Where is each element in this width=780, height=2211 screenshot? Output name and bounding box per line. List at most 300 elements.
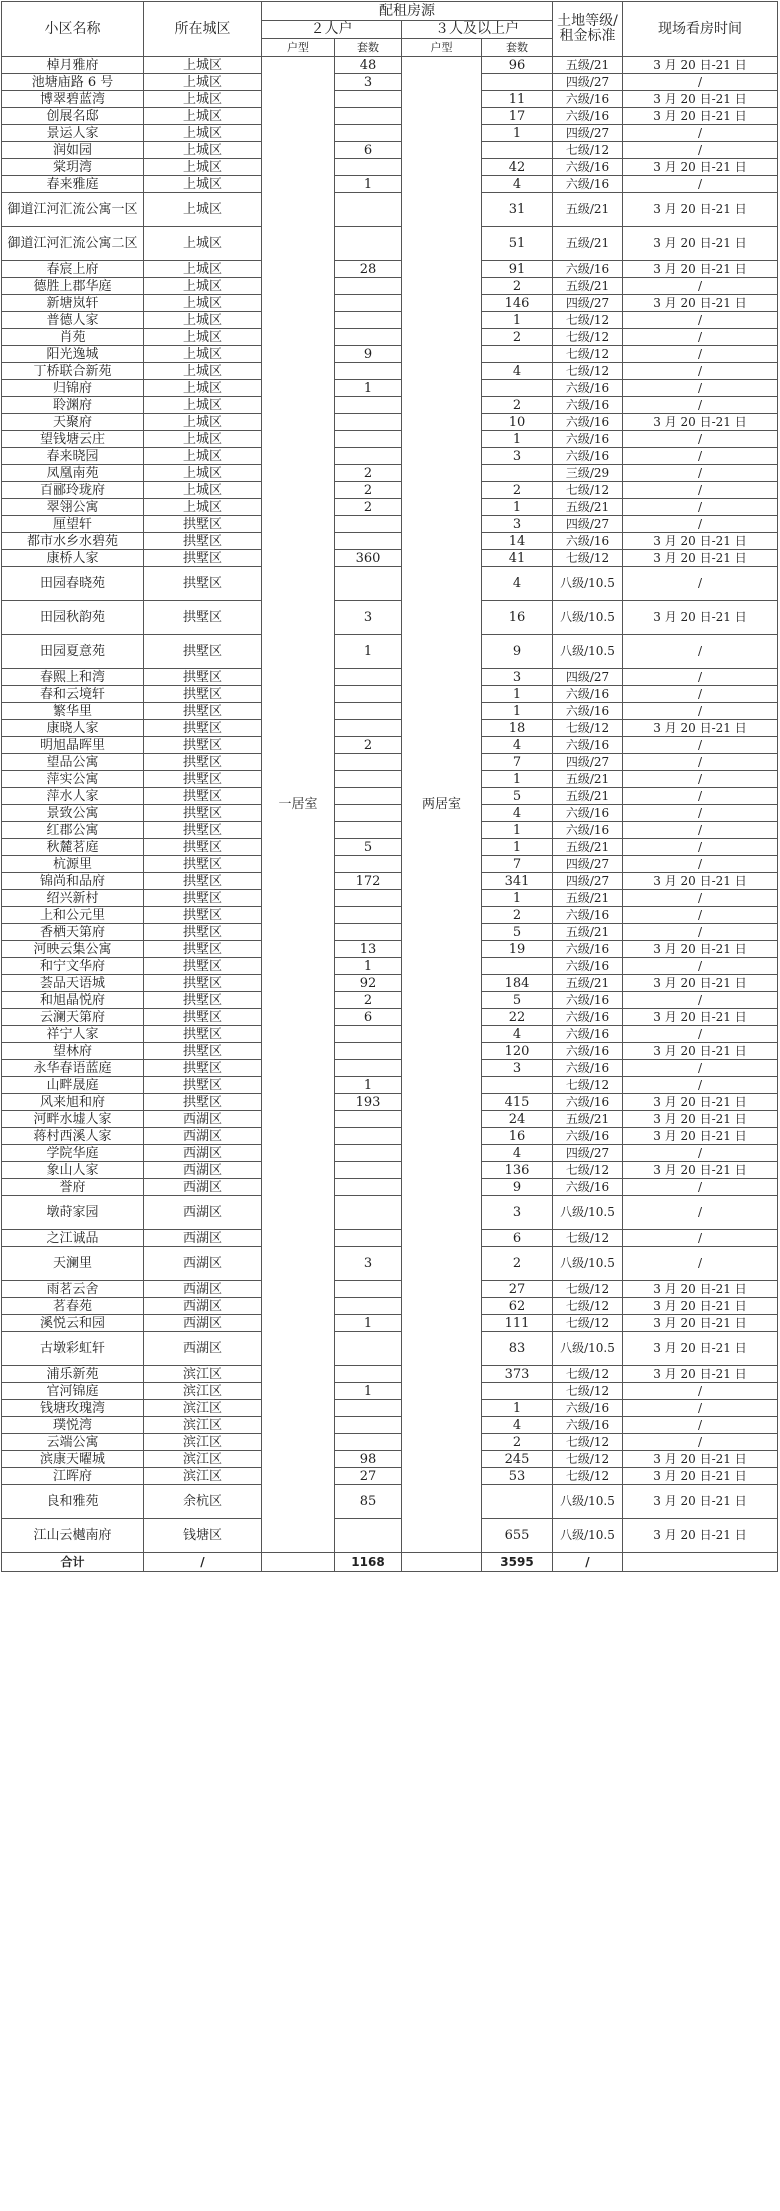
district-cell: 滨江区 bbox=[144, 1417, 262, 1434]
district-cell: 拱墅区 bbox=[144, 805, 262, 822]
viewing-time: 3 月 20 日-21 日 bbox=[623, 414, 778, 431]
table-row bbox=[2, 227, 778, 261]
viewing-time: / bbox=[623, 142, 778, 159]
district-cell: 滨江区 bbox=[144, 1383, 262, 1400]
viewing-time: / bbox=[623, 1400, 778, 1417]
land-level-rent: 八级/10.5 bbox=[553, 1332, 623, 1366]
count-three-person: 16 bbox=[482, 1128, 553, 1145]
district-cell: 拱墅区 bbox=[144, 737, 262, 754]
count-two-person bbox=[335, 1043, 402, 1060]
estate-name: 云端公寓 bbox=[2, 1434, 144, 1451]
estate-name: 良和雅苑 bbox=[2, 1485, 144, 1519]
viewing-time: / bbox=[623, 805, 778, 822]
district-cell: 拱墅区 bbox=[144, 1094, 262, 1111]
count-two-person bbox=[335, 771, 402, 788]
viewing-time: 3 月 20 日-21 日 bbox=[623, 550, 778, 567]
district-cell: 拱墅区 bbox=[144, 822, 262, 839]
viewing-time: / bbox=[623, 499, 778, 516]
count-three-person: 1 bbox=[482, 125, 553, 142]
count-three-person: 655 bbox=[482, 1519, 553, 1553]
viewing-time: / bbox=[623, 1230, 778, 1247]
table-row bbox=[2, 431, 778, 448]
count-two-person: 360 bbox=[335, 550, 402, 567]
land-level-rent: 七级/12 bbox=[553, 312, 623, 329]
estate-name: 肖苑 bbox=[2, 329, 144, 346]
land-level-rent: 五级/21 bbox=[553, 57, 623, 74]
estate-name: 官河锦庭 bbox=[2, 1383, 144, 1400]
viewing-time: 3 月 20 日-21 日 bbox=[623, 108, 778, 125]
table-row bbox=[2, 805, 778, 822]
viewing-time: / bbox=[623, 1179, 778, 1196]
count-two-person bbox=[335, 856, 402, 873]
count-two-person bbox=[335, 1179, 402, 1196]
count-three-person: 5 bbox=[482, 788, 553, 805]
count-two-person: 3 bbox=[335, 74, 402, 91]
land-level-rent: 七级/12 bbox=[553, 550, 623, 567]
estate-name: 春来晓园 bbox=[2, 448, 144, 465]
count-two-person bbox=[335, 1111, 402, 1128]
table-row bbox=[2, 975, 778, 992]
land-level-rent: 七级/12 bbox=[553, 1298, 623, 1315]
table-row bbox=[2, 669, 778, 686]
table-row bbox=[2, 448, 778, 465]
district-cell: 拱墅区 bbox=[144, 788, 262, 805]
table-row bbox=[2, 941, 778, 958]
table-row bbox=[2, 958, 778, 975]
estate-name: 田园春晓苑 bbox=[2, 567, 144, 601]
count-two-person bbox=[335, 669, 402, 686]
estate-name: 春来雅庭 bbox=[2, 176, 144, 193]
table-row bbox=[2, 1128, 778, 1145]
district-cell: 西湖区 bbox=[144, 1281, 262, 1298]
table-row bbox=[2, 737, 778, 754]
count-two-person: 48 bbox=[335, 57, 402, 74]
district-cell: 上城区 bbox=[144, 159, 262, 176]
district-cell: 上城区 bbox=[144, 380, 262, 397]
count-two-person bbox=[335, 1060, 402, 1077]
count-two-person bbox=[335, 329, 402, 346]
table-row bbox=[2, 278, 778, 295]
table-row bbox=[2, 533, 778, 550]
count-three-person: 3 bbox=[482, 448, 553, 465]
land-level-rent: 四级/27 bbox=[553, 125, 623, 142]
estate-name: 创展名邸 bbox=[2, 108, 144, 125]
land-level-rent: 七级/12 bbox=[553, 1230, 623, 1247]
viewing-time: 3 月 20 日-21 日 bbox=[623, 1043, 778, 1060]
viewing-time: / bbox=[623, 465, 778, 482]
count-two-person bbox=[335, 108, 402, 125]
district-cell: 西湖区 bbox=[144, 1332, 262, 1366]
estate-name: 云澜天第府 bbox=[2, 1009, 144, 1026]
count-three-person: 136 bbox=[482, 1162, 553, 1179]
count-two-person: 27 bbox=[335, 1468, 402, 1485]
table-row bbox=[2, 1145, 778, 1162]
land-level-rent: 五级/21 bbox=[553, 839, 623, 856]
viewing-time: 3 月 20 日-21 日 bbox=[623, 601, 778, 635]
count-three-person: 184 bbox=[482, 975, 553, 992]
count-three-person: 2 bbox=[482, 278, 553, 295]
district-cell: 滨江区 bbox=[144, 1468, 262, 1485]
count-three-person: 4 bbox=[482, 176, 553, 193]
count-two-person: 2 bbox=[335, 465, 402, 482]
table-row bbox=[2, 822, 778, 839]
table-row bbox=[2, 907, 778, 924]
count-three-person: 1 bbox=[482, 1400, 553, 1417]
land-level-rent: 八级/10.5 bbox=[553, 567, 623, 601]
header-count-three: 套数 bbox=[482, 39, 553, 57]
estate-name: 明旭晶晖里 bbox=[2, 737, 144, 754]
count-three-person: 9 bbox=[482, 1179, 553, 1196]
count-two-person bbox=[335, 567, 402, 601]
table-row bbox=[2, 1060, 778, 1077]
land-level-rent: 八级/10.5 bbox=[553, 635, 623, 669]
land-level-rent: 六级/16 bbox=[553, 380, 623, 397]
estate-name: 康晓人家 bbox=[2, 720, 144, 737]
district-cell: 拱墅区 bbox=[144, 1009, 262, 1026]
count-three-person: 6 bbox=[482, 1230, 553, 1247]
count-two-person: 1 bbox=[335, 380, 402, 397]
viewing-time: / bbox=[623, 125, 778, 142]
land-level-rent: 七级/12 bbox=[553, 1162, 623, 1179]
total-count-three: 3595 bbox=[482, 1553, 553, 1572]
count-three-person: 17 bbox=[482, 108, 553, 125]
district-cell: 拱墅区 bbox=[144, 754, 262, 771]
estate-name: 棠玥湾 bbox=[2, 159, 144, 176]
count-three-person: 24 bbox=[482, 1111, 553, 1128]
district-cell: 余杭区 bbox=[144, 1485, 262, 1519]
estate-name: 繁华里 bbox=[2, 703, 144, 720]
viewing-time: 3 月 20 日-21 日 bbox=[623, 975, 778, 992]
viewing-time: 3 月 20 日-21 日 bbox=[623, 295, 778, 312]
table-row bbox=[2, 635, 778, 669]
count-two-person bbox=[335, 1128, 402, 1145]
district-cell: 拱墅区 bbox=[144, 601, 262, 635]
count-three-person: 2 bbox=[482, 907, 553, 924]
table-row bbox=[2, 193, 778, 227]
count-three-person: 41 bbox=[482, 550, 553, 567]
land-level-rent: 六级/16 bbox=[553, 686, 623, 703]
viewing-time: / bbox=[623, 397, 778, 414]
count-two-person bbox=[335, 1400, 402, 1417]
estate-name: 学院华庭 bbox=[2, 1145, 144, 1162]
table-row bbox=[2, 1111, 778, 1128]
count-three-person: 415 bbox=[482, 1094, 553, 1111]
count-two-person: 2 bbox=[335, 499, 402, 516]
estate-name: 康桥人家 bbox=[2, 550, 144, 567]
count-three-person: 91 bbox=[482, 261, 553, 278]
estate-name: 和宁文华府 bbox=[2, 958, 144, 975]
land-level-rent: 六级/16 bbox=[553, 1043, 623, 1060]
land-level-rent: 六级/16 bbox=[553, 941, 623, 958]
viewing-time: / bbox=[623, 737, 778, 754]
land-level-rent: 六级/16 bbox=[553, 431, 623, 448]
district-cell: 滨江区 bbox=[144, 1434, 262, 1451]
estate-name: 博翠碧蓝湾 bbox=[2, 91, 144, 108]
count-two-person: 6 bbox=[335, 142, 402, 159]
viewing-time: / bbox=[623, 346, 778, 363]
land-level-rent: 六级/16 bbox=[553, 703, 623, 720]
table-row bbox=[2, 1043, 778, 1060]
count-three-person: 4 bbox=[482, 805, 553, 822]
district-cell: 上城区 bbox=[144, 193, 262, 227]
viewing-time: / bbox=[623, 1077, 778, 1094]
estate-name: 誉府 bbox=[2, 1179, 144, 1196]
land-level-rent: 六级/16 bbox=[553, 958, 623, 975]
table-row bbox=[2, 74, 778, 91]
viewing-time: / bbox=[623, 788, 778, 805]
district-cell: 拱墅区 bbox=[144, 941, 262, 958]
viewing-time: / bbox=[623, 754, 778, 771]
count-three-person bbox=[482, 958, 553, 975]
land-level-rent: 五级/21 bbox=[553, 924, 623, 941]
estate-name: 御道江河汇流公寓一区 bbox=[2, 193, 144, 227]
district-cell: 拱墅区 bbox=[144, 1060, 262, 1077]
count-three-person bbox=[482, 1383, 553, 1400]
table-row bbox=[2, 924, 778, 941]
district-cell: 拱墅区 bbox=[144, 686, 262, 703]
count-two-person bbox=[335, 1434, 402, 1451]
district-cell: 拱墅区 bbox=[144, 550, 262, 567]
count-two-person: 1 bbox=[335, 1315, 402, 1332]
land-level-rent: 八级/10.5 bbox=[553, 1485, 623, 1519]
viewing-time: 3 月 20 日-21 日 bbox=[623, 1519, 778, 1553]
count-two-person bbox=[335, 397, 402, 414]
count-two-person: 13 bbox=[335, 941, 402, 958]
count-three-person: 4 bbox=[482, 737, 553, 754]
count-three-person: 373 bbox=[482, 1366, 553, 1383]
district-cell: 滨江区 bbox=[144, 1366, 262, 1383]
count-three-person: 53 bbox=[482, 1468, 553, 1485]
table-row bbox=[2, 550, 778, 567]
table-row bbox=[2, 839, 778, 856]
count-two-person bbox=[335, 686, 402, 703]
estate-name: 荟品天语城 bbox=[2, 975, 144, 992]
table-row bbox=[2, 1298, 778, 1315]
count-two-person: 2 bbox=[335, 482, 402, 499]
estate-name: 德胜上郡华庭 bbox=[2, 278, 144, 295]
count-three-person: 341 bbox=[482, 873, 553, 890]
estate-name: 都市水乡水碧苑 bbox=[2, 533, 144, 550]
district-cell: 西湖区 bbox=[144, 1247, 262, 1281]
land-level-rent: 六级/16 bbox=[553, 397, 623, 414]
table-row bbox=[2, 992, 778, 1009]
table-row bbox=[2, 686, 778, 703]
estate-name: 茗春苑 bbox=[2, 1298, 144, 1315]
land-level-rent: 八级/10.5 bbox=[553, 601, 623, 635]
viewing-time: / bbox=[623, 1145, 778, 1162]
count-two-person bbox=[335, 805, 402, 822]
count-two-person bbox=[335, 720, 402, 737]
count-two-person bbox=[335, 363, 402, 380]
district-cell: 上城区 bbox=[144, 431, 262, 448]
estate-name: 普德人家 bbox=[2, 312, 144, 329]
table-row bbox=[2, 1400, 778, 1417]
estate-name: 绍兴新村 bbox=[2, 890, 144, 907]
viewing-time: / bbox=[623, 278, 778, 295]
land-level-rent: 六级/16 bbox=[553, 1026, 623, 1043]
district-cell: 西湖区 bbox=[144, 1230, 262, 1247]
total-land: / bbox=[553, 1553, 623, 1572]
district-cell: 上城区 bbox=[144, 91, 262, 108]
land-level-rent: 六级/16 bbox=[553, 414, 623, 431]
estate-name: 望钱塘云庄 bbox=[2, 431, 144, 448]
table-row bbox=[2, 1383, 778, 1400]
land-level-rent: 六级/16 bbox=[553, 1417, 623, 1434]
viewing-time: 3 月 20 日-21 日 bbox=[623, 1111, 778, 1128]
header-two-person: ２人户 bbox=[262, 21, 402, 39]
count-two-person: 28 bbox=[335, 261, 402, 278]
district-cell: 上城区 bbox=[144, 295, 262, 312]
count-three-person: 1 bbox=[482, 890, 553, 907]
viewing-time: 3 月 20 日-21 日 bbox=[623, 1128, 778, 1145]
count-three-person: 2 bbox=[482, 329, 553, 346]
viewing-time: / bbox=[623, 431, 778, 448]
table-row bbox=[2, 567, 778, 601]
viewing-time: / bbox=[623, 635, 778, 669]
count-two-person: 2 bbox=[335, 992, 402, 1009]
header-district: 所在城区 bbox=[144, 2, 262, 57]
land-level-rent: 六级/16 bbox=[553, 737, 623, 754]
table-row bbox=[2, 397, 778, 414]
count-three-person: 62 bbox=[482, 1298, 553, 1315]
land-level-rent: 七级/12 bbox=[553, 1451, 623, 1468]
count-three-person: 120 bbox=[482, 1043, 553, 1060]
estate-name: 风来旭和府 bbox=[2, 1094, 144, 1111]
land-level-rent: 五级/21 bbox=[553, 975, 623, 992]
viewing-time: 3 月 20 日-21 日 bbox=[623, 91, 778, 108]
count-two-person bbox=[335, 1281, 402, 1298]
estate-name: 天澜里 bbox=[2, 1247, 144, 1281]
district-cell: 西湖区 bbox=[144, 1298, 262, 1315]
table-row bbox=[2, 1196, 778, 1230]
viewing-time: / bbox=[623, 1383, 778, 1400]
viewing-time: 3 月 20 日-21 日 bbox=[623, 1298, 778, 1315]
count-three-person: 7 bbox=[482, 856, 553, 873]
district-cell: 上城区 bbox=[144, 261, 262, 278]
district-cell: 拱墅区 bbox=[144, 924, 262, 941]
land-level-rent: 六级/16 bbox=[553, 992, 623, 1009]
header-land: 土地等级/租金标准 bbox=[553, 2, 623, 57]
count-three-person: 83 bbox=[482, 1332, 553, 1366]
estate-name: 阳光逸城 bbox=[2, 346, 144, 363]
count-two-person bbox=[335, 91, 402, 108]
district-cell: 拱墅区 bbox=[144, 1043, 262, 1060]
header-type-two: 户型 bbox=[262, 39, 335, 57]
land-level-rent: 四级/27 bbox=[553, 295, 623, 312]
count-three-person: 16 bbox=[482, 601, 553, 635]
count-two-person bbox=[335, 924, 402, 941]
count-three-person: 3 bbox=[482, 1196, 553, 1230]
land-level-rent: 五级/21 bbox=[553, 278, 623, 295]
land-level-rent: 七级/12 bbox=[553, 1383, 623, 1400]
estate-name: 秋麓茗庭 bbox=[2, 839, 144, 856]
table-row bbox=[2, 601, 778, 635]
district-cell: 西湖区 bbox=[144, 1196, 262, 1230]
count-two-person bbox=[335, 1332, 402, 1366]
land-level-rent: 七级/12 bbox=[553, 1366, 623, 1383]
land-level-rent: 六级/16 bbox=[553, 1128, 623, 1145]
table-row bbox=[2, 414, 778, 431]
district-cell: 拱墅区 bbox=[144, 992, 262, 1009]
count-three-person bbox=[482, 1485, 553, 1519]
viewing-time: 3 月 20 日-21 日 bbox=[623, 159, 778, 176]
estate-name: 新塘岚轩 bbox=[2, 295, 144, 312]
count-three-person: 27 bbox=[482, 1281, 553, 1298]
viewing-time: / bbox=[623, 380, 778, 397]
land-level-rent: 六级/16 bbox=[553, 91, 623, 108]
district-cell: 上城区 bbox=[144, 465, 262, 482]
district-cell: 上城区 bbox=[144, 397, 262, 414]
district-cell: 滨江区 bbox=[144, 1451, 262, 1468]
count-three-person: 4 bbox=[482, 363, 553, 380]
district-cell: 拱墅区 bbox=[144, 1077, 262, 1094]
table-row bbox=[2, 1519, 778, 1553]
table-row bbox=[2, 1247, 778, 1281]
unit-type-three-person: 两居室 bbox=[402, 57, 482, 1553]
estate-name: 钱塘玫瑰湾 bbox=[2, 1400, 144, 1417]
count-three-person: 51 bbox=[482, 227, 553, 261]
count-two-person bbox=[335, 193, 402, 227]
header-count-two: 套数 bbox=[335, 39, 402, 57]
count-three-person: 2 bbox=[482, 482, 553, 499]
estate-name: 萍水人家 bbox=[2, 788, 144, 805]
count-three-person: 1 bbox=[482, 431, 553, 448]
count-two-person: 3 bbox=[335, 601, 402, 635]
count-three-person bbox=[482, 465, 553, 482]
count-three-person: 4 bbox=[482, 1417, 553, 1434]
estate-name: 雨茗云舍 bbox=[2, 1281, 144, 1298]
district-cell: 拱墅区 bbox=[144, 856, 262, 873]
estate-name: 江山云樾南府 bbox=[2, 1519, 144, 1553]
district-cell: 拱墅区 bbox=[144, 771, 262, 788]
land-level-rent: 六级/16 bbox=[553, 907, 623, 924]
count-two-person: 1 bbox=[335, 1077, 402, 1094]
count-two-person: 1 bbox=[335, 635, 402, 669]
district-cell: 拱墅区 bbox=[144, 1026, 262, 1043]
count-two-person bbox=[335, 278, 402, 295]
count-three-person: 1 bbox=[482, 822, 553, 839]
count-two-person: 98 bbox=[335, 1451, 402, 1468]
count-three-person bbox=[482, 1077, 553, 1094]
header-three-person: ３人及以上户 bbox=[402, 21, 553, 39]
district-cell: 上城区 bbox=[144, 142, 262, 159]
district-cell: 上城区 bbox=[144, 448, 262, 465]
estate-name: 归锦府 bbox=[2, 380, 144, 397]
land-level-rent: 五级/21 bbox=[553, 788, 623, 805]
table-row bbox=[2, 346, 778, 363]
viewing-time: 3 月 20 日-21 日 bbox=[623, 1468, 778, 1485]
header-type-three: 户型 bbox=[402, 39, 482, 57]
count-two-person bbox=[335, 1162, 402, 1179]
total-count-two: 1168 bbox=[335, 1553, 402, 1572]
viewing-time: / bbox=[623, 1026, 778, 1043]
viewing-time: 3 月 20 日-21 日 bbox=[623, 1485, 778, 1519]
viewing-time: / bbox=[623, 1434, 778, 1451]
table-row bbox=[2, 329, 778, 346]
district-cell: 拱墅区 bbox=[144, 533, 262, 550]
housing-allocation-table bbox=[1, 1, 778, 1572]
count-two-person bbox=[335, 890, 402, 907]
viewing-time: 3 月 20 日-21 日 bbox=[623, 1094, 778, 1111]
estate-name: 祥宁人家 bbox=[2, 1026, 144, 1043]
estate-name: 红郡公寓 bbox=[2, 822, 144, 839]
count-two-person: 92 bbox=[335, 975, 402, 992]
table-row bbox=[2, 1451, 778, 1468]
estate-name: 滨康天曜城 bbox=[2, 1451, 144, 1468]
count-three-person: 1 bbox=[482, 703, 553, 720]
land-level-rent: 七级/12 bbox=[553, 1281, 623, 1298]
count-three-person bbox=[482, 346, 553, 363]
